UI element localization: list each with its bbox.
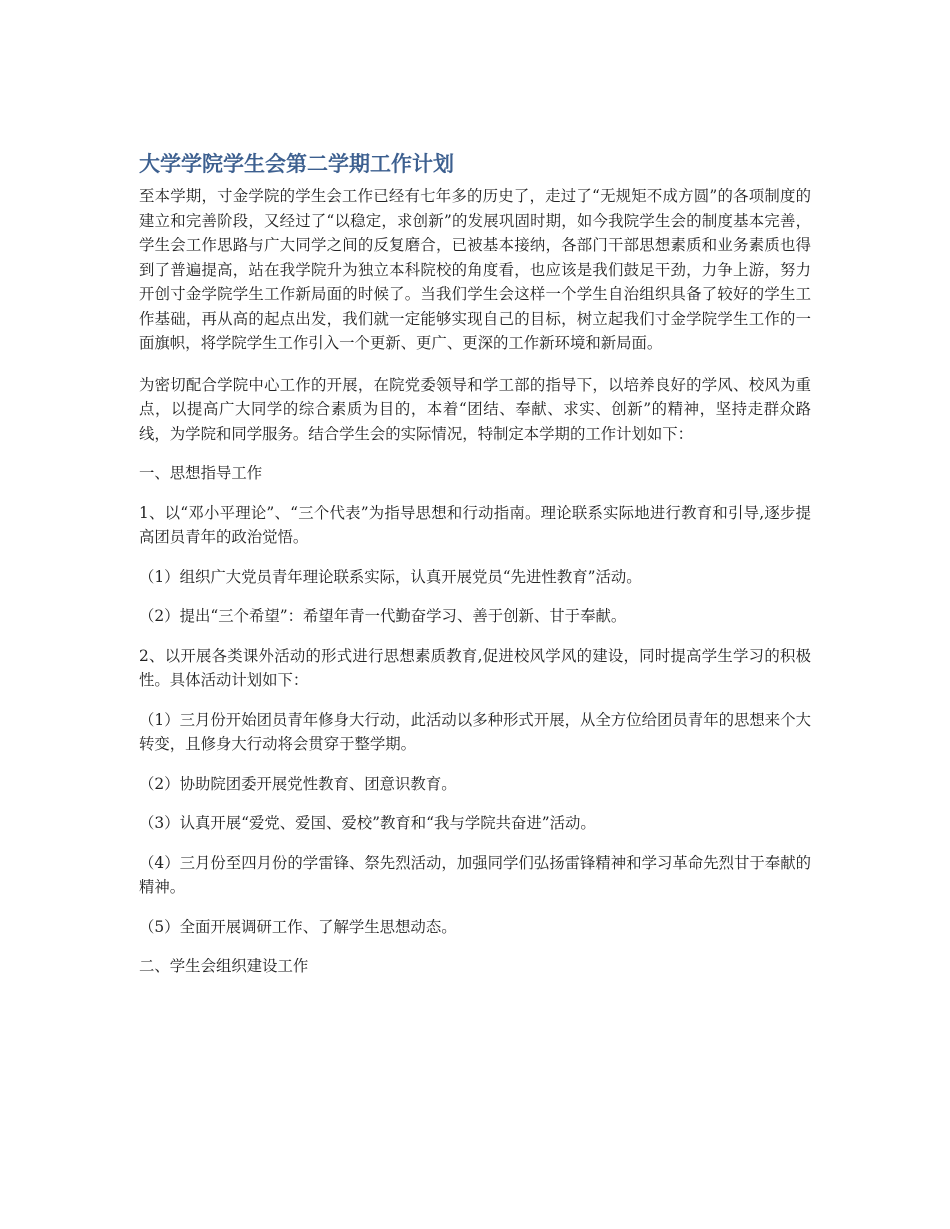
list-subitem-2-1: （1）三月份开始团员青年修身大行动，此活动以多种形式开展，从全方位给团员青年的思想来个大转变，且修身大行动将会贯穿于整学期。 xyxy=(139,710,811,753)
section-heading-organization: 二、学生会组织建设工作 xyxy=(139,957,309,975)
document-page xyxy=(139,150,811,994)
list-subitem-2-2: （2）协助院团委开展党性教育、团意识教育。 xyxy=(139,774,457,793)
list-subitem-2-5: （5）全面开展调研工作、了解学生思想动态。 xyxy=(139,917,457,936)
section-heading-ideology: 一、思想指导工作 xyxy=(139,464,263,482)
list-subitem-1-1: （1）组织广大党员青年理论联系实际，认真开展党员“先进性教育”活动。 xyxy=(139,567,642,586)
list-item-1: 1、以“邓小平理论”、“三个代表”为指导思想和行动指南。理论联系实际地进行教育和引导,逐步提高团员青年的政治觉悟。 xyxy=(139,503,811,546)
document-title: 大学学院学生会第二学期工作计划 xyxy=(139,152,454,176)
list-item-2: 2、以开展各类课外活动的形式进行思想素质教育,促进校风学风的建设，同时提高学生学习的积极性。具体活动计划如下： xyxy=(139,646,811,689)
intro-paragraph: 至本学期，寸金学院的学生会工作已经有七年多的历史了，走过了“无规矩不成方圆”的各项制度的建立和完善阶段，又经过了“以稳定，求创新”的发展巩固时期，如今我院学生会的制度基本完善，学生会工作思路与广大同学之间的反复磨合，已被基本接纳，各部门干部思想素质和业务素质也得到了普遍提高，站在我学院升为独立本科院校的角度看，也应该是我们鼓足干劲，力争上游，努力开创寸金学院学生工作新局面的时候了。当我们学生会这样一个学生自治组织具备了较好的学生工作基础，再从高的起点出发，我们就一定能够实现自己的目标，树立起我们寸金学院学生工作的一面旗帜，将学院学生工作引入一个更新、更广、更深的工作新环境和新局面。 xyxy=(139,187,811,352)
list-subitem-2-3: （3）认真开展“爱党、爱国、爱校”教育和“我与学院共奋进”活动。 xyxy=(139,814,596,832)
purpose-paragraph: 为密切配合学院中心工作的开展，在院党委领导和学工部的指导下，以培养良好的学风、校风为重点，以提高广大同学的综合素质为目的，本着“团结、奉献、求实、创新”的精神，坚持走群众路线，为学院和同学服务。结合学生会的实际情况，特制定本学期的工作计划如下： xyxy=(139,375,811,443)
list-subitem-1-2: （2）提出“三个希望”：希望年青一代勤奋学习、善于创新、甘于奉献。 xyxy=(139,607,627,625)
list-subitem-2-4: （4）三月份至四月份的学雷锋、祭先烈活动，加强同学们弘扬雷锋精神和学习革命先烈甘于奉献的精神。 xyxy=(139,853,811,896)
